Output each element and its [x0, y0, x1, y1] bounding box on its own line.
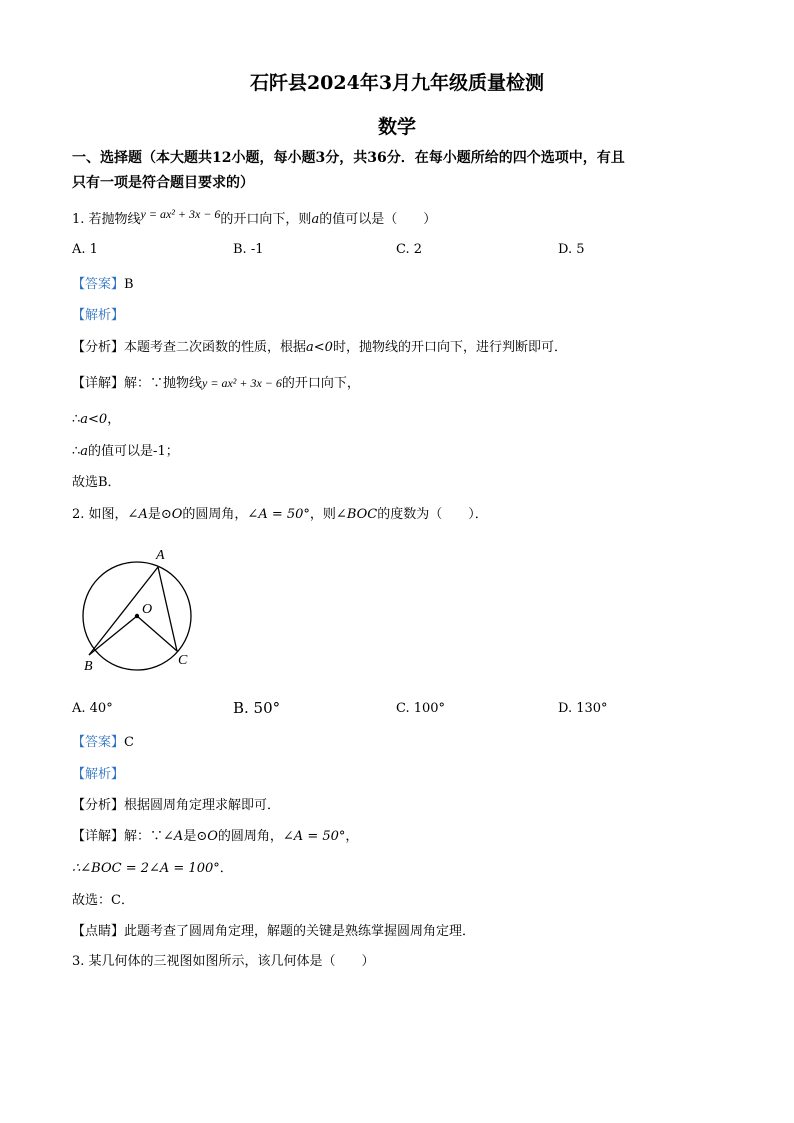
q2-fenxi-tag: 【分析】 [72, 798, 125, 813]
q1-option-c: C. 2 [396, 242, 423, 257]
q1-fenxi-b: 时，抛物线的开口向下，进行判断即可． [332, 340, 567, 355]
q2-fenxi [72, 794, 280, 813]
q2-option-a: A. 40° [72, 701, 113, 716]
q2-angle-boc: ∠BOC [335, 507, 378, 522]
q2-circle-o: ⊙O [160, 507, 183, 522]
q2-analysis-tag: 【解析】 [72, 767, 125, 782]
q1-detail-formula: y = ax² + 3x − 6 [202, 376, 282, 390]
q2-circle-figure [72, 540, 212, 675]
q2-given: ∠A = 50° [247, 507, 310, 522]
q2-conclusion: 故选：C． [72, 893, 134, 908]
q2-detail-tag: 【详解】 [72, 829, 125, 844]
q1-stem [72, 208, 436, 227]
q2-detail-given: ∠A = 50° [282, 829, 346, 844]
q2-number: 2. 如图， [72, 507, 128, 522]
q1-var: a [311, 212, 320, 227]
q2-stem-b: 的圆周角， [182, 507, 248, 522]
q2-step1-end: ． [219, 861, 233, 876]
q1-answer-tag: 【答案】 [72, 277, 125, 292]
q2-stem-d: 的度数为（ ）． [377, 507, 488, 522]
q1-fenxi-a: 本题考查二次函数的性质，根据 [124, 340, 307, 355]
q2-dianjing-tag: 【点睛】 [72, 924, 125, 939]
label-b: B [84, 659, 93, 674]
chord-ac [158, 567, 177, 651]
q2-detail-angle: ∠A [163, 829, 184, 844]
q1-detail [72, 372, 360, 391]
q2-stem-a: 是 [147, 507, 161, 522]
q1-fenxi-tag: 【分析】 [72, 340, 125, 355]
radius-oc [137, 616, 177, 651]
q2-option-d: D. 130° [558, 701, 608, 716]
q1-stem-b: 的值可以是（ ） [319, 212, 437, 227]
q1-step1 [72, 408, 120, 427]
q3-stem: 3. 某几何体的三视图如图所示，该几何体是（ ） [72, 954, 375, 969]
q2-stem-c: ，则 [309, 507, 336, 522]
q1-step2-var: a [80, 444, 89, 459]
q1-option-b: B. -1 [233, 242, 264, 257]
q1-option-d: D. 5 [558, 242, 585, 257]
q1-formula: y = ax² + 3x − 6 [140, 207, 221, 221]
q1-step2-sym: ∴ [72, 444, 81, 459]
q1-answer-value: B [124, 277, 134, 292]
q2-dianjing-text: 此题考查了圆周角定理，解题的关键是熟练掌握圆周角定理． [124, 924, 476, 939]
q2-answer-tag: 【答案】 [72, 735, 125, 750]
q2-detail [72, 825, 358, 844]
q2-option-b: B. 50° [233, 699, 281, 717]
q1-conclusion: 故选B． [72, 475, 121, 490]
q2-detail-c: 的圆周角， [217, 829, 283, 844]
q2-stem [72, 503, 488, 522]
q2-answer [72, 731, 134, 750]
q2-step1 [72, 857, 233, 876]
section-heading-line2: 只有一项是符合题目要求的） [72, 175, 254, 191]
q1-answer [72, 273, 134, 292]
section-heading-line1: 一、选择题（本大题共12小题，每小题3分，共36分．在每小题所给的四个选项中，有且 [72, 150, 625, 166]
center-point [135, 614, 139, 618]
q1-fenxi [72, 336, 567, 355]
q2-step1-math: ∴∠BOC = 2∠A = 100° [72, 861, 220, 876]
q2-dianjing [72, 920, 475, 939]
q1-number: 1. 若抛物线 [72, 212, 141, 227]
q1-step1-end: ， [107, 412, 121, 427]
q1-step2 [72, 440, 179, 459]
q1-step1-sym: ∴ [72, 412, 81, 427]
q1-fenxi-cond: a<0 [306, 340, 333, 355]
subject-heading: 数学 [377, 116, 416, 138]
q2-option-c: C. 100° [396, 701, 446, 716]
q2-detail-d: ， [345, 829, 359, 844]
label-c: C [178, 653, 188, 668]
q2-detail-b: 是 [183, 829, 197, 844]
label-a: A [156, 548, 165, 563]
page-title: 石阡县2024年3月九年级质量检测 [249, 72, 545, 94]
q1-option-a: A. 1 [72, 242, 98, 257]
q2-detail-a: 解：∵ [124, 829, 164, 844]
q1-detail-a: 解：∵抛物线 [124, 376, 203, 391]
q2-detail-circle: ⊙O [196, 829, 218, 844]
q2-angle-a: ∠A [127, 507, 148, 522]
q1-detail-tag: 【详解】 [72, 376, 125, 391]
radius-ob [89, 616, 137, 655]
q1-step1-math: a<0 [80, 412, 108, 427]
q2-fenxi-text: 根据圆周角定理求解即可． [124, 798, 281, 813]
label-o: O [142, 602, 153, 617]
q1-detail-b: 的开口向下， [281, 376, 360, 391]
q2-answer-value: C [124, 735, 134, 750]
q1-analysis-tag: 【解析】 [72, 308, 125, 323]
q1-step2-text: 的值可以是-1； [88, 444, 179, 459]
q1-stem-a: 的开口向下，则 [220, 212, 312, 227]
